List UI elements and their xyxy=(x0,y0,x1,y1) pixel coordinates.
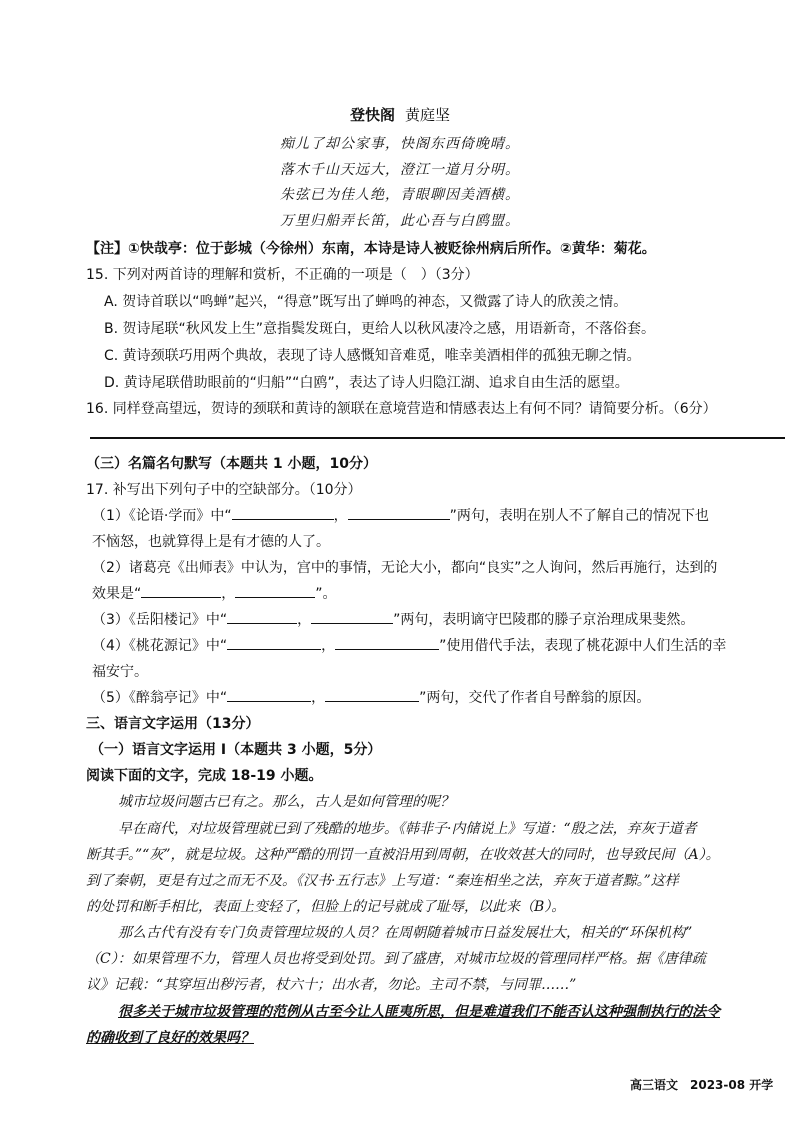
q17-item-5-prefix: （5）《醉翁亭记》中“ xyxy=(92,690,228,706)
q17-item-4: （4）《桃花源记》中“ ， ”使用借代手法，表现了桃花源中人们生活的幸 xyxy=(92,635,726,655)
part-3-instruction: 阅读下面的文字，完成 18-19 小题。 xyxy=(86,768,323,784)
q17-item-3-blank-2[interactable] xyxy=(311,609,393,624)
poem-line-2: 落木千山天远大，澄江一道月分明。 xyxy=(280,162,520,178)
passage-line-6: 那么古代有没有专门负责管理垃圾的人员？在周朝随着城市日益发展壮大，相关的“环保机构” xyxy=(118,925,693,941)
q17-item-2-cont-prefix: 效果是“ xyxy=(92,586,142,602)
page-footer: 高三语文 2023-08 开学 xyxy=(630,1078,774,1092)
passage-line-7: （C）：如果管理不力，管理人员也将受到处罚。到了盛唐，对城市垃圾的管理同样严格。据《唐律疏 xyxy=(86,951,706,967)
passage-line-9: 很多关于城市垃圾管理的范例从古至今让人匪夷所思，但是难道我们不能否认这种强制执行的法令 xyxy=(118,1004,720,1020)
question-15-option-c: C. 黄诗颈联巧用两个典故，表现了诗人感慨知音难觅，唯幸美酒相伴的孤独无聊之情。 xyxy=(104,348,641,364)
q17-item-1-blank-2[interactable] xyxy=(348,505,450,520)
q17-item-4-suffix: ”使用借代手法，表现了桃花源中人们生活的幸 xyxy=(439,638,727,654)
question-15-option-a: A. 贺诗首联以“鸣蝉”起兴，“得意”既写出了蝉鸣的神态，又微露了诗人的欣羡之情。 xyxy=(104,294,628,310)
passage-line-4: 到了秦朝，更是有过之而无不及。《汉书·五行志》上写道：“秦连相坐之法，弃灰于道者黥。”这样 xyxy=(86,873,679,889)
poem-author: 黄庭坚 xyxy=(405,106,451,124)
q17-item-4-blank-1[interactable] xyxy=(227,635,321,650)
passage-line-3: 断其手。”“灰”，就是垃圾。这种严酷的刑罚一直被沿用到周朝，在收效甚大的同时，也导致民间（A）。 xyxy=(86,847,720,863)
q17-item-1-blank-1[interactable] xyxy=(232,505,334,520)
poem-title-text: 登快阁 xyxy=(349,106,395,124)
q17-item-2-continued: 效果是“ ， ”。 xyxy=(92,583,337,603)
poem-line-3: 朱弦已为佳人绝，青眼聊因美酒横。 xyxy=(280,187,520,203)
q17-item-3-blank-1[interactable] xyxy=(227,609,297,624)
section-divider xyxy=(90,437,785,439)
q17-item-2-blank-2[interactable] xyxy=(235,583,315,598)
poem-line-1: 痴儿了却公家事，快阁东西倚晚晴。 xyxy=(280,136,520,152)
q17-item-5-blank-1[interactable] xyxy=(227,687,311,702)
passage-line-2: 早在商代，对垃圾管理就已到了残酷的地步。《韩非子·内储说上》写道：“殷之法，弃灰于道者 xyxy=(118,821,697,837)
poem-title xyxy=(0,104,800,125)
q17-item-1: （1）《论语·学而》中“ ， ”两句，表明在别人不了解自己的情况下也 xyxy=(92,505,709,525)
passage-line-10: 的确收到了良好的效果吗？ xyxy=(86,1030,254,1046)
q17-item-5-blank-2[interactable] xyxy=(325,687,419,702)
section-3-heading: （三）名篇名句默写（本题共 1 小题，10分） xyxy=(86,456,377,472)
q17-item-3-prefix: （3）《岳阳楼记》中“ xyxy=(92,612,228,628)
q17-item-4-blank-2[interactable] xyxy=(335,635,439,650)
q17-item-2-cont-suffix: ”。 xyxy=(315,586,337,602)
passage-line-8: 议》记载：“其穿垣出秽污者，杖六十；出水者，勿论。主司不禁，与同罪……” xyxy=(86,977,577,993)
q17-item-5: （5）《醉翁亭记》中“ ， ”两句，交代了作者自号醉翁的原因。 xyxy=(92,687,650,707)
q17-item-4-prefix: （4）《桃花源记》中“ xyxy=(92,638,228,654)
part-3-subheading: （一）语言文字运用 Ⅰ（本题共 3 小题，5分） xyxy=(90,742,382,758)
poem-note: 【注】①快哉亭：位于彭城（今徐州）东南，本诗是诗人被贬徐州病后所作。②黄华：菊花。 xyxy=(86,241,656,257)
q17-item-2: （2）诸葛亮《出师表》中认为，宫中的事情，无论大小，都向“良实”之人询问，然后再施行，达到的 xyxy=(92,560,718,576)
q17-item-3-suffix: ”两句，表明谪守巴陵郡的滕子京治理成果斐然。 xyxy=(393,612,695,628)
q17-item-1-continued: 不恼怒，也就算得上是有才德的人了。 xyxy=(92,534,330,550)
question-15-option-d: D. 黄诗尾联借助眼前的“归船”“白鸥”，表达了诗人归隐江湖、追求自由生活的愿望。 xyxy=(104,375,629,391)
q17-item-3: （3）《岳阳楼记》中“ ， ”两句，表明谪守巴陵郡的滕子京治理成果斐然。 xyxy=(92,609,694,629)
question-16: 16. 同样登高望远，贺诗的颈联和黄诗的颔联在意境营造和情感表达上有何不同？请简要分析。（6分） xyxy=(86,401,717,417)
passage-line-1: 城市垃圾问题古已有之。那么，古人是如何管理的呢？ xyxy=(118,794,454,810)
q17-item-4-continued: 福安宁。 xyxy=(92,664,148,680)
passage-line-5: 的处罚和断手相比，表面上变轻了，但脸上的记号就成了耻辱，以此来（B）。 xyxy=(86,899,566,915)
part-3-heading: 三、语言文字运用（13分） xyxy=(86,716,260,732)
q17-item-1-prefix: （1）《论语·学而》中“ xyxy=(92,508,232,524)
question-15-option-b: B. 贺诗尾联“秋风发上生”意指鬓发斑白，更给人以秋风凄冷之感，用语新奇，不落俗套。 xyxy=(104,321,656,337)
question-17-stem: 17. 补写出下列句子中的空缺部分。（10分） xyxy=(86,482,362,498)
q17-item-1-suffix: ”两句，表明在别人不了解自己的情况下也 xyxy=(449,508,709,524)
question-15-stem: 15. 下列对两首诗的理解和赏析，不正确的一项是（ ）（3分） xyxy=(86,267,479,283)
q17-item-5-suffix: ”两句，交代了作者自号醉翁的原因。 xyxy=(419,690,651,706)
poem-line-4: 万里归船弄长笛，此心吾与白鸥盟。 xyxy=(280,213,520,229)
q17-item-2-blank-1[interactable] xyxy=(141,583,221,598)
